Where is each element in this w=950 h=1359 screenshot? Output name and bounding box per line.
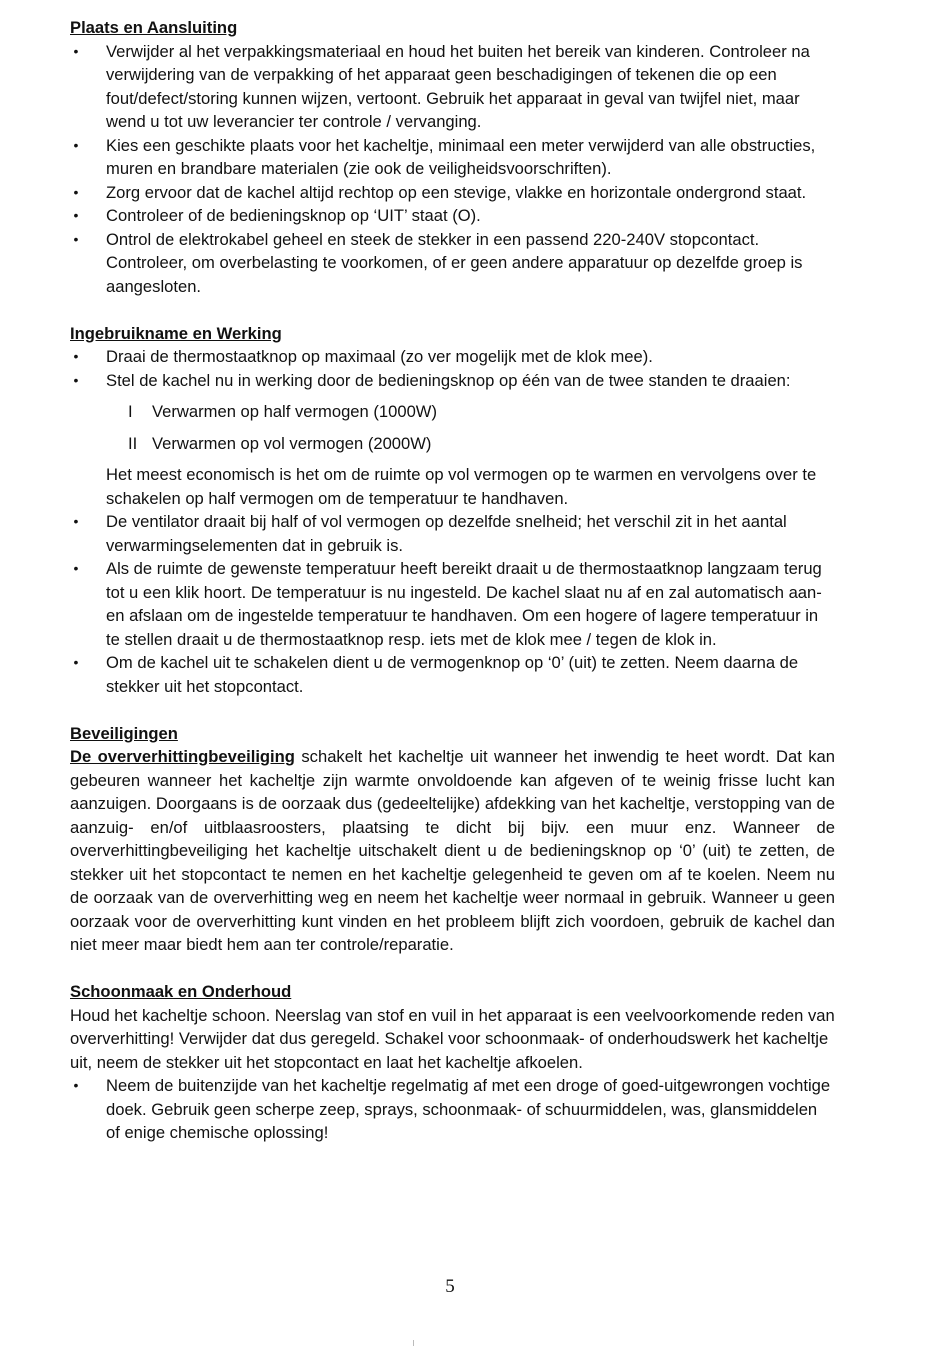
list-item-text: Kies een geschikte plaats voor het kacheltje, minimaal een meter verwijderd van alle obstructies, muren en brandbare materialen (zie ook de veiligheidsvoorschriften). bbox=[106, 135, 816, 178]
power-level-row bbox=[70, 400, 835, 424]
list-item-text: Draai de thermostaatknop op maximaal (zo ver mogelijk met de klok mee). bbox=[106, 347, 653, 366]
power-level-row bbox=[70, 432, 835, 456]
list-item bbox=[70, 557, 835, 651]
bullet-icon: • bbox=[73, 207, 79, 223]
bullet-icon: • bbox=[73, 654, 79, 670]
section-ingebruikname-en-werking bbox=[70, 322, 835, 699]
scan-artifact bbox=[413, 1340, 414, 1346]
power-level-number: II bbox=[128, 433, 138, 453]
spacer bbox=[70, 957, 835, 981]
list-item bbox=[70, 1074, 835, 1145]
list-item-text: Ontrol de elektrokabel geheel en steek de stekker in een passend 220-240V stopcontact. Controleer, om overbelasting te voorkomen, of er geen andere apparatuur op dezelfde groep is aangesloten. bbox=[106, 229, 803, 296]
section-beveiligingen bbox=[70, 722, 835, 957]
bullet-icon: • bbox=[73, 348, 79, 364]
list-item bbox=[70, 651, 835, 698]
spacer bbox=[70, 698, 835, 722]
list-item-text: Neem de buitenzijde van het kacheltje regelmatig af met een droge of goed-uitgewrongen vochtige doek. Gebruik geen scherpe zeep, sprays, schoonmaak- of schuurmiddelen, was, glansmiddelen of enige chemische oplossing! bbox=[106, 1076, 831, 1142]
spacer bbox=[70, 298, 835, 322]
bullet-icon: • bbox=[73, 136, 79, 153]
section-heading: Plaats en Aansluiting bbox=[70, 18, 238, 37]
list-item-text: Verwijder al het verpakkingsmateriaal en houd het buiten het bereik van kinderen. Controleer na verwijdering van de verpakking of het apparaat geen beschadigingen of tekenen die op een fout/defect/storing kunnen wijzen, vertoont. Gebruik het apparaat in geval van twijfel niet, maar wend u tot uw leverancier ter controle / vervanging. bbox=[106, 41, 810, 131]
economy-note: Het meest economisch is het om de ruimte op vol vermogen op te warmen en vervolgens over te schakelen op half vermogen om de temperatuur te handhaven. bbox=[106, 465, 817, 508]
section-plaats-en-aansluiting bbox=[70, 16, 835, 298]
overheating-body: schakelt het kacheltje uit wanneer het inwendig te heet wordt. Dat kan gebeuren wanneer het kacheltje zijn warmte onvoldoende kan afgeven of te weinig frisse lucht kan aanzuigen. Doorgaans is de oorzaak dus (gedeeltelijke) afdekking van het kacheltje, verstopping van de aanzuig- en/of uitblaasroosters, plaatsing te dicht bij bijv. een muur enz. Wanneer de oververhittingbeveiliging het kacheltje uitschakelt dient u de bedieningsknop op ‘0’ (uit) te zetten, de stekker uit het stopcontact te nemen en het kacheltje gelegenheid te geven om af te koelen. Neem nu de oorzaak van de oververhitting weg en neem het kacheltje weer normaal in gebruik. Wanneer u geen oorzaak voor de oververhitting kunt vinden en het probleem blijft zich voordoen, gebruik de kachel dan niet meer maar biedt hem aan ter controle/reparatie. bbox=[70, 747, 836, 954]
bullet-icon: • bbox=[73, 1077, 79, 1093]
list-item-text: Om de kachel uit te schakelen dient u de vermogenknop op ‘0’ (uit) te zetten. Neem daarna de stekker uit het stopcontact. bbox=[106, 653, 799, 696]
list-item bbox=[70, 228, 835, 299]
overheating-term: De oververhittingbeveiliging bbox=[70, 747, 295, 766]
bullet-icon: • bbox=[73, 230, 79, 247]
list-item bbox=[70, 134, 835, 181]
list-item-text: De ventilator draait bij half of vol vermogen op dezelfde snelheid; het verschil zit in het aantal verwarmingselementen dat in gebruik is. bbox=[106, 512, 787, 555]
bullet-list bbox=[70, 40, 835, 299]
page-number: 5 bbox=[445, 1276, 455, 1297]
section-schoonmaak-en-onderhoud bbox=[70, 980, 835, 1145]
document-page bbox=[70, 16, 835, 1145]
section-heading: Ingebruikname en Werking bbox=[70, 323, 282, 343]
list-item-text: Als de ruimte de gewenste temperatuur heeft bereikt draait u de thermostaatknop langzaam terug tot u een klik hoort. De temperatuur is nu ingesteld. De kachel slaat nu af en zal automatisch aan- en afslaan om de ingestelde temperatuur te handhaven. Om een hogere of lagere temperatuur in te stellen draait u de thermostaatknop resp. iets met de klok mee / tegen de klok in. bbox=[106, 559, 822, 649]
cleaning-intro: Houd het kacheltje schoon. Neerslag van stof en vuil in het apparaat is een veelvoorkomende reden van oververhitting! Verwijder dat dus geregeld. Schakel voor schoonmaak- of onderhoudswerk het kacheltje uit, neem de stekker uit het stopcontact en laat het kacheltje afkoelen. bbox=[70, 1005, 835, 1072]
bullet-icon: • bbox=[73, 371, 79, 388]
bullet-icon: • bbox=[73, 560, 79, 576]
bullet-list bbox=[70, 1074, 835, 1145]
bullet-icon: • bbox=[73, 42, 79, 59]
list-item bbox=[70, 510, 835, 557]
list-item bbox=[70, 345, 835, 369]
list-item-text: Controleer of de bedieningsknop op ‘UIT’ staat (O). bbox=[106, 206, 481, 225]
bullet-icon: • bbox=[73, 513, 79, 529]
bullet-icon: • bbox=[73, 183, 79, 200]
overheating-paragraph bbox=[70, 745, 835, 957]
bullet-list bbox=[70, 345, 835, 392]
list-item bbox=[70, 204, 835, 228]
list-item-text: Stel de kachel nu in werking door de bedieningsknop op één van de twee standen te draaien: bbox=[106, 370, 791, 390]
power-level-text: Verwarmen op vol vermogen (2000W) bbox=[152, 433, 432, 453]
power-level-number: I bbox=[128, 402, 133, 421]
list-item bbox=[70, 181, 835, 205]
list-item bbox=[70, 40, 835, 134]
section-heading: Beveiligingen bbox=[70, 723, 178, 743]
list-item bbox=[70, 369, 835, 393]
bullet-list bbox=[70, 510, 835, 698]
power-level-text: Verwarmen op half vermogen (1000W) bbox=[152, 402, 437, 421]
section-heading: Schoonmaak en Onderhoud bbox=[70, 982, 292, 1001]
list-item-text: Zorg ervoor dat de kachel altijd rechtop op een stevige, vlakke en horizontale ondergrond staat. bbox=[106, 182, 807, 202]
